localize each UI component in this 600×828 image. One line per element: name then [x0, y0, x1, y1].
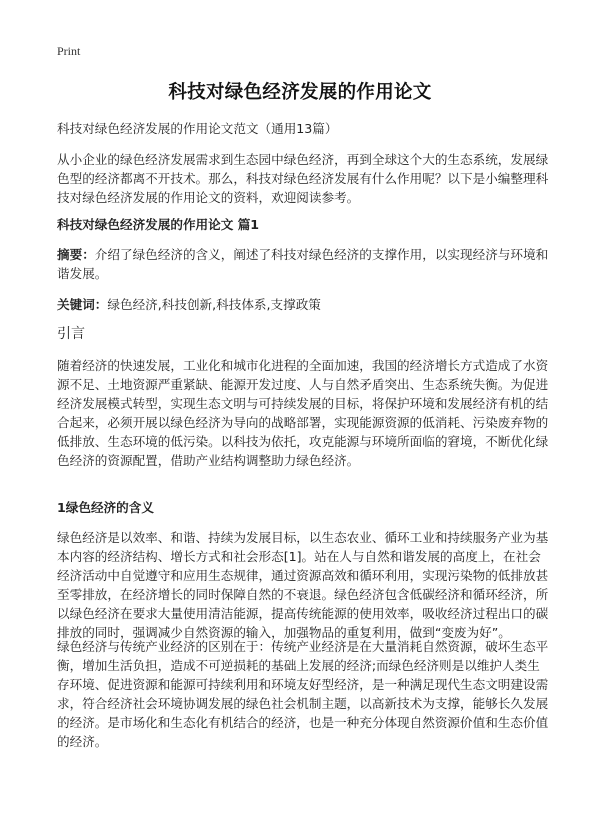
- section1-paragraph-1: 绿色经济是以效率、和谐、持续为发展目标，以生态农业、循环工业和持续服务产业为基本内容的经济结构、增长方式和社会形态[1]。站在人与自然和谐发展的高度上，在社会经济活动中自觉遵守和应用生态规律，通过资源高效和循环利用，实现污染物的低排放甚至零排放，在经济增长的同时保障自然的不衰退。绿色经济包含低碳经济和循环经济，所以绿色经济在要求大量使用清洁能源，提高传统能源的使用效率，吸收经济过程出口的碳排放的同时，强调减少自然资源的输入，加强物品的重复利用，做到“变废为好”。: [57, 530, 549, 640]
- section-intro-heading: 引言: [57, 326, 85, 342]
- section-intro-paragraph: 随着经济的快速发展，工业化和城市化进程的全面加速，我国的经济增长方式造成了水资源不足、土地资源严重紧缺、能源开发过度、人与自然矛盾突出、生态系统失衡。为促进经济发展模式转型，实现生态文明与可持续发展的目标，将保护环境和发展经济有机的结合起来，必须开展以绿色经济为导向的战略部署，实现能源资源的低消耗、污染废弃物的低排放、生态环境的低污染。以科技为依托，攻克能源与环境所面临的窘境，不断优化绿色经济的资源配置，借助产业结构调整助力绿色经济。: [57, 358, 549, 468]
- abstract-text: 介绍了绿色经济的含义，阐述了科技对绿色经济的支撑作用，以实现经济与环境和谐发展。: [57, 247, 549, 281]
- document-subtitle: 科技对绿色经济发展的作用论文范文（通用13篇）: [57, 121, 338, 136]
- article-heading: 科技对绿色经济发展的作用论文 篇1: [57, 217, 260, 232]
- print-label[interactable]: Print: [57, 44, 81, 58]
- keywords-label: 关键词：: [57, 297, 108, 312]
- abstract-label: 摘要：: [57, 247, 95, 262]
- intro-paragraph: 从小企业的绿色经济发展需求到生态园中绿色经济，再到全球这个大的生态系统，发展绿色型的经济都离不开技术。那么，科技对绿色经济发展有什么作用呢？以下是小编整理科技对绿色经济发展的作用论文的资料，欢迎阅读参考。: [57, 152, 549, 205]
- section1-paragraph-2: 绿色经济与传统产业经济的区别在于：传统产业经济是在大量消耗自然资源，破坏生态平衡，增加生活负担，造成不可逆损耗的基础上发展的经济;而绿色经济则是以维护人类生存环境、促进资源和能源可持续利用和环境友好型经济，是一种满足现代生态文明建设需求，符合经济社会环境协调发展的绿色社会机制主题，以高新技术为支撑，能够长久发展的经济。是市场化和生态化有机结合的经济，也是一种充分体现自然资源价值和生态价值的经济。: [57, 639, 549, 749]
- abstract-paragraph: [57, 245, 552, 283]
- keywords-paragraph: [57, 295, 552, 314]
- page-title: 科技对绿色经济发展的作用论文: [168, 82, 432, 103]
- section1-heading: 1绿色经济的含义: [57, 500, 154, 515]
- keywords-text: 绿色经济,科技创新,科技体系,支撑政策: [107, 297, 321, 312]
